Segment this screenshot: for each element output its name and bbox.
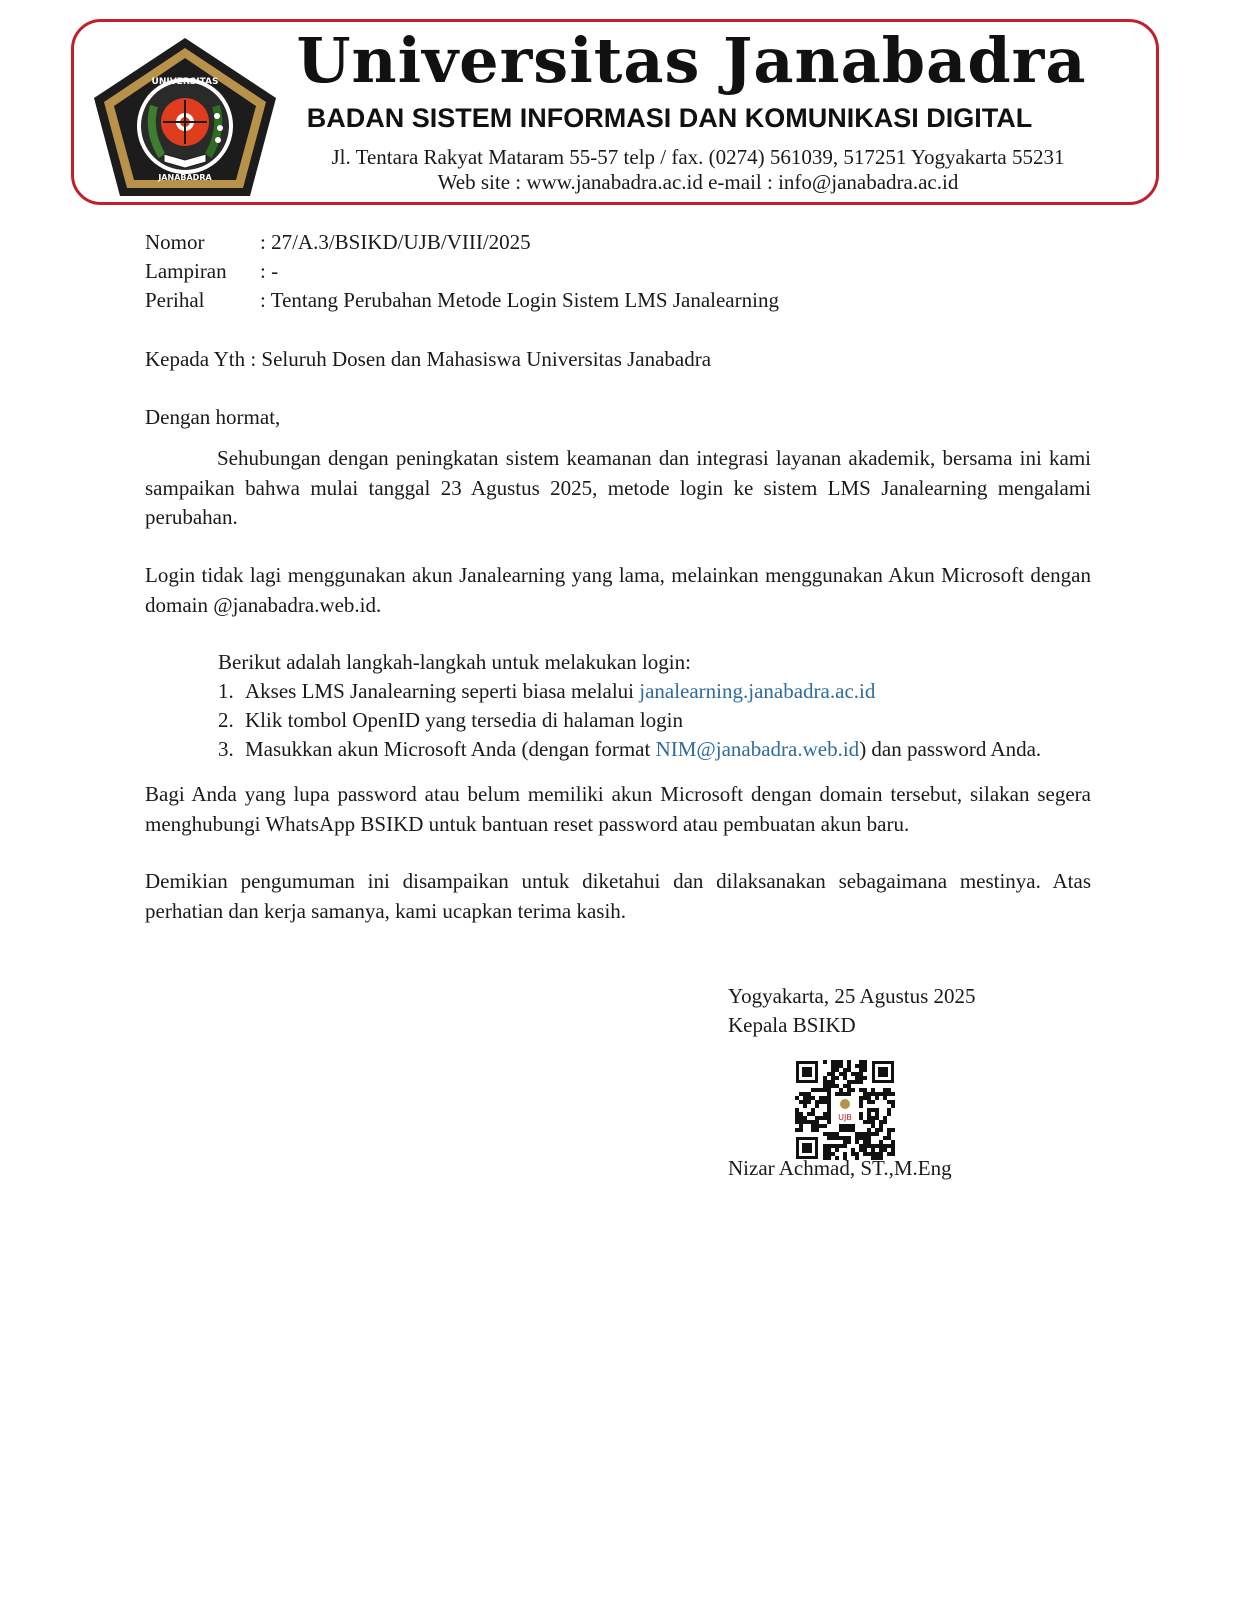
paragraph-intro: Sehubungan dengan peningkatan sistem keamanan dan integrasi layanan akademik, bersama ini kami sampaikan bahwa mulai tanggal 23 Agustus 2025, metode login ke sistem LMS Janalearning mengalami perubahan.: [145, 446, 1091, 529]
step-text: Klik tombol OpenID yang tersedia di halaman login: [245, 708, 683, 732]
step-text-end: ) dan password Anda.: [859, 737, 1042, 761]
place-date: Yogyakarta, 25 Agustus 2025: [728, 984, 976, 1008]
email-format-link[interactable]: NIM@janabadra.web.id: [655, 737, 860, 761]
logo-text-top: UNIVERSITAS: [151, 77, 219, 87]
perihal-value: : Tentang Perubahan Metode Login Sistem LMS Janalearning: [260, 288, 779, 312]
step-number: 1.: [218, 679, 234, 703]
steps-intro: Berikut adalah langkah-langkah untuk melakukan login:: [218, 650, 691, 674]
paragraph-help: Bagi Anda yang lupa password atau belum memiliki akun Microsoft dengan domain tersebut, silakan segera menghubungi WhatsApp BSIKD untuk bantuan reset password atau pembuatan akun baru.: [145, 782, 1091, 836]
step-item: [218, 677, 875, 706]
signer-name: Nizar Achmad, ST.,M.Eng: [728, 1156, 952, 1180]
lampiran-value: : -: [260, 259, 279, 283]
paragraph-closing: Demikian pengumuman ini disampaikan untuk diketahui dan dilaksanakan sebagaimana mestinya. Atas perhatian dan kerja samanya, kami ucapkan terima kasih.: [145, 869, 1091, 923]
nomor-label: Nomor: [145, 230, 205, 254]
qr-center-text: UJB: [838, 1113, 852, 1122]
step-number: 2.: [218, 708, 234, 732]
university-name: Universitas Janabadra: [296, 24, 1087, 97]
step-number: 3.: [218, 737, 234, 761]
nomor-value: : 27/A.3/BSIKD/UJB/VIII/2025: [260, 230, 531, 254]
signature-qr-code-icon: [795, 1060, 895, 1160]
step-item: [218, 735, 1041, 764]
university-logo-icon: [92, 36, 278, 198]
lampiran-label: Lampiran: [145, 259, 227, 283]
recipient-line: Kepada Yth : Seluruh Dosen dan Mahasiswa Universitas Janabadra: [145, 347, 712, 371]
lms-link[interactable]: janalearning.janabadra.ac.id: [639, 679, 876, 703]
signer-position: Kepala BSIKD: [728, 1013, 856, 1037]
address-line: Jl. Tentara Rakyat Mataram 55-57 telp / fax. (0274) 561039, 517251 Yogyakarta 55231: [331, 145, 1065, 169]
step-text: Masukkan akun Microsoft Anda (dengan format: [245, 737, 656, 761]
step-item: [218, 706, 683, 735]
greeting: Dengan hormat,: [145, 405, 281, 429]
web-email-line: Web site : www.janabadra.ac.id e-mail : info@janabadra.ac.id: [437, 170, 959, 194]
perihal-label: Perihal: [145, 288, 205, 312]
department-name: BADAN SISTEM INFORMASI DAN KOMUNIKASI DIGITAL: [306, 103, 1033, 133]
letterhead: [71, 19, 1159, 205]
paragraph-login-change: Login tidak lagi menggunakan akun Janalearning yang lama, melainkan menggunakan Akun Microsoft dengan domain @janabadra.web.id.: [145, 563, 1091, 617]
logo-text-bottom: JANABADRA: [158, 173, 212, 182]
step-text: Akses LMS Janalearning seperti biasa melalui: [245, 679, 640, 703]
